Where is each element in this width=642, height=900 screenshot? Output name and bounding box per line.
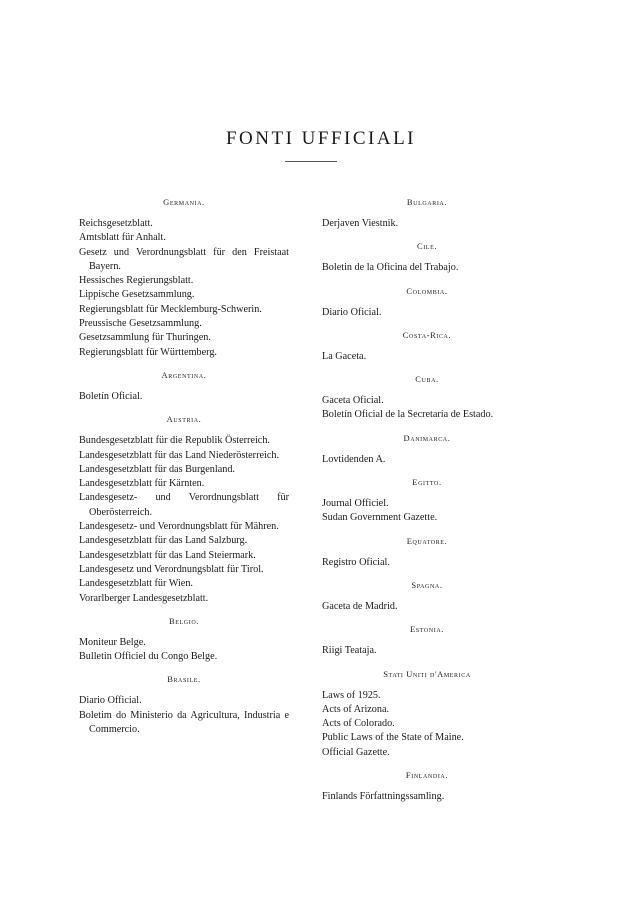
section-costa-rica [322, 329, 532, 373]
section-gap [322, 760, 532, 769]
source-entry: Bundesgesetzblatt für die Republik Österreich. [79, 435, 270, 447]
source-entry: Riigi Teataja. [322, 645, 377, 657]
source-entry: Preussische Gesetzsammlung. [79, 318, 202, 330]
source-entry: Public Laws of the State of Maine. [322, 732, 464, 744]
source-entry: Registro Oficial. [322, 556, 390, 568]
section-heading: Cile. [416, 241, 438, 252]
section-heading: Spagna. [411, 579, 443, 590]
right-column [322, 196, 532, 804]
source-entry: Boletim do Ministerio da Agricultura, Industria e Commercio. [79, 709, 289, 736]
source-entry: Regierungsblatt für Mecklemburg-Schwerin. [79, 303, 262, 315]
section-heading: Egitto. [412, 477, 442, 488]
section-cile [322, 240, 532, 284]
section-gap [79, 404, 289, 413]
left-column [79, 196, 289, 737]
section-heading: Stati Uniti d'America [383, 668, 471, 679]
section-gap [322, 364, 532, 373]
source-entry: Landesgesetzblatt für das Burgenland. [79, 463, 235, 475]
section-heading: Belgio. [169, 615, 199, 626]
source-entry: Diario Official. [79, 695, 142, 707]
section-gap [322, 320, 532, 329]
section-cuba [322, 373, 532, 432]
source-entry: Derjaven Viestnik. [322, 218, 399, 229]
section-gap [322, 526, 532, 535]
source-entry: Diario Oficial. [322, 306, 382, 318]
source-entry: Boletín Oficial de la Secretaría de Estado. [322, 409, 494, 421]
source-entry: Vorarlberger Landesgesetzblatt. [79, 592, 209, 604]
section-egitto [322, 476, 532, 535]
source-entry: Acts of Arizona. [322, 703, 390, 715]
page-title: FONTI UFFICIALI [225, 128, 417, 149]
source-entry: Official Gazette. [322, 746, 390, 758]
section-bulgaria [322, 196, 532, 240]
section-danimarca [322, 432, 532, 476]
source-entry: Landesgesetzblatt für Kärnten. [79, 478, 205, 490]
source-entry: Journal Officiel. [322, 498, 389, 510]
section-gap [322, 570, 532, 579]
source-entry: Gesetzsammlung für Thuringen. [79, 332, 211, 344]
section-heading: Finlandia. [405, 770, 449, 781]
source-entry: Gaceta Oficial. [322, 395, 384, 407]
source-entry: La Gaceta. [322, 350, 367, 362]
source-entry: Gesetz und Verordnungsblatt für den Freistaat Bayern. [79, 246, 289, 272]
source-entry: Lovtidenden A. [322, 453, 386, 465]
section-heading: Equatore. [406, 535, 448, 546]
section-heading: Bulgaria. [406, 197, 448, 207]
section-heading: Germania. [163, 197, 205, 207]
source-entry: Laws of 1925. [322, 689, 381, 701]
source-entry: Boletín Oficial. [79, 390, 143, 402]
source-entry: Acts of Colorado. [322, 718, 395, 730]
source-entry: Boletin de la Oficina del Trabajo. [322, 262, 459, 274]
source-entry: Hessisches Regierungsblatt. [79, 275, 194, 287]
source-entry: Lippische Gesetzsammlung. [79, 289, 195, 301]
section-gap [322, 659, 532, 668]
source-entry: Gaceta de Madrid. [322, 600, 398, 612]
source-entry: Reichsgesetzblatt. [79, 218, 153, 229]
section-argentina [79, 369, 289, 413]
section-heading: Estonia. [409, 624, 444, 635]
section-heading: Colombia. [406, 285, 448, 296]
section-austria [79, 413, 289, 615]
source-entry: Landesgesetz und Verordnungsblatt für Tirol. [79, 563, 264, 575]
section-germania [79, 196, 289, 369]
section-gap [322, 423, 532, 432]
section-spagna [322, 579, 532, 623]
section-heading: Austria. [166, 414, 202, 425]
section-gap [322, 467, 532, 476]
section-belgio [79, 615, 289, 674]
section-finlandia [322, 769, 532, 804]
section-estonia [322, 623, 532, 667]
source-entry: Moniteur Belge. [79, 636, 146, 648]
section-heading: Argentina. [161, 369, 207, 380]
source-entry: Landesgesetzblatt für Wien. [79, 578, 193, 590]
source-entry: Landesgesetzblatt für das Land Niederösterreich. [79, 449, 279, 461]
section-gap [322, 231, 532, 240]
source-entry: Landesgesetz- und Verordnungsblatt für Mähren. [79, 521, 279, 533]
source-entry: Landesgesetzblatt für das Land Steiermark. [79, 549, 256, 561]
source-entry: Amtsblatt für Anhalt. [79, 232, 166, 244]
section-heading: Danimarca. [403, 432, 451, 443]
section-gap [79, 606, 289, 615]
section-brasile [79, 673, 289, 737]
source-entry: Landesgesetz- und Verordnungsblatt für Oberösterreich. [79, 492, 289, 518]
section-gap [79, 360, 289, 369]
source-entry: Landesgesetzblatt für das Land Salzburg. [79, 535, 248, 547]
section-stati-uniti-d-america [322, 668, 532, 769]
title-divider [285, 161, 337, 162]
section-colombia [322, 285, 532, 329]
source-entry: Regierungsblatt für Württemberg. [79, 346, 217, 358]
source-entry: Finlands Författningssamling. [322, 791, 445, 803]
section-heading: Cuba. [415, 374, 439, 385]
section-gap [322, 276, 532, 285]
section-heading: Costa-Rica. [402, 329, 452, 340]
source-entry: Sudan Government Gazette. [322, 512, 438, 524]
section-heading: Brasile. [167, 674, 201, 685]
section-equatore [322, 535, 532, 579]
section-gap [322, 614, 532, 623]
source-entry: Bulletin Officiel du Congo Belge. [79, 651, 218, 663]
section-gap [79, 664, 289, 673]
